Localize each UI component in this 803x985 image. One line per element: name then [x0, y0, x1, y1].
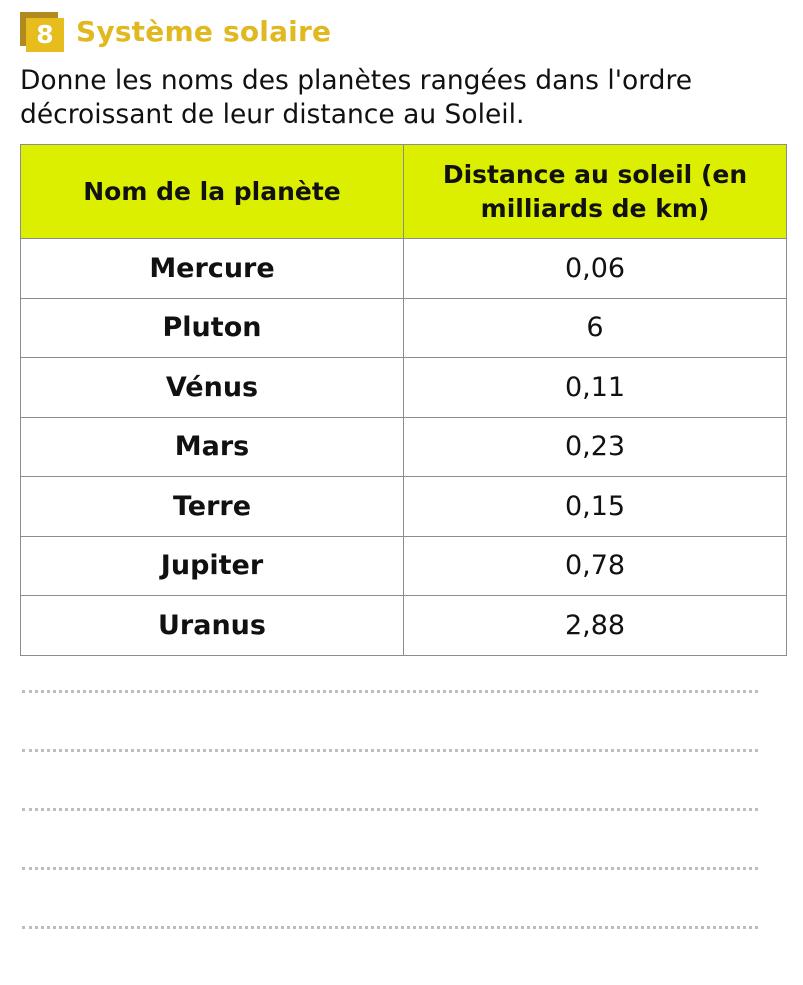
answer-lines	[22, 690, 758, 985]
table-row	[21, 477, 787, 537]
exercise-number: 8	[26, 18, 64, 52]
table-row	[21, 536, 787, 596]
table-row	[21, 239, 787, 299]
planet-name: Mercure	[21, 239, 404, 299]
planet-name: Pluton	[21, 298, 404, 358]
planet-name: Uranus	[21, 596, 404, 656]
planet-name: Terre	[21, 477, 404, 537]
planet-distance: 0,11	[404, 358, 787, 418]
table-row	[21, 298, 787, 358]
table-row	[21, 417, 787, 477]
table-header-row	[21, 145, 787, 239]
planet-name: Mars	[21, 417, 404, 477]
answer-line[interactable]	[22, 749, 758, 752]
table-row	[21, 596, 787, 656]
table-row	[21, 358, 787, 418]
planet-distance: 2,88	[404, 596, 787, 656]
header-distance: Distance au soleil (en milliards de km)	[404, 145, 787, 239]
answer-line[interactable]	[22, 690, 758, 693]
planet-name: Jupiter	[21, 536, 404, 596]
exercise-number-badge	[20, 12, 64, 52]
exercise-header	[20, 12, 331, 52]
exercise-title: Système solaire	[76, 15, 332, 48]
answer-line[interactable]	[22, 926, 758, 929]
planet-name: Vénus	[21, 358, 404, 418]
header-planet-name: Nom de la planète	[21, 145, 404, 239]
answer-line[interactable]	[22, 867, 758, 870]
answer-line[interactable]	[22, 808, 758, 811]
instruction-text: Donne les noms des planètes rangées dans l'ordre décroissant de leur distance au Soleil.	[20, 65, 693, 130]
planet-distance: 0,06	[404, 239, 787, 299]
planet-distance: 6	[404, 298, 787, 358]
planet-distance: 0,15	[404, 477, 787, 537]
planets-table	[20, 144, 787, 656]
planet-distance: 0,23	[404, 417, 787, 477]
planet-distance: 0,78	[404, 536, 787, 596]
